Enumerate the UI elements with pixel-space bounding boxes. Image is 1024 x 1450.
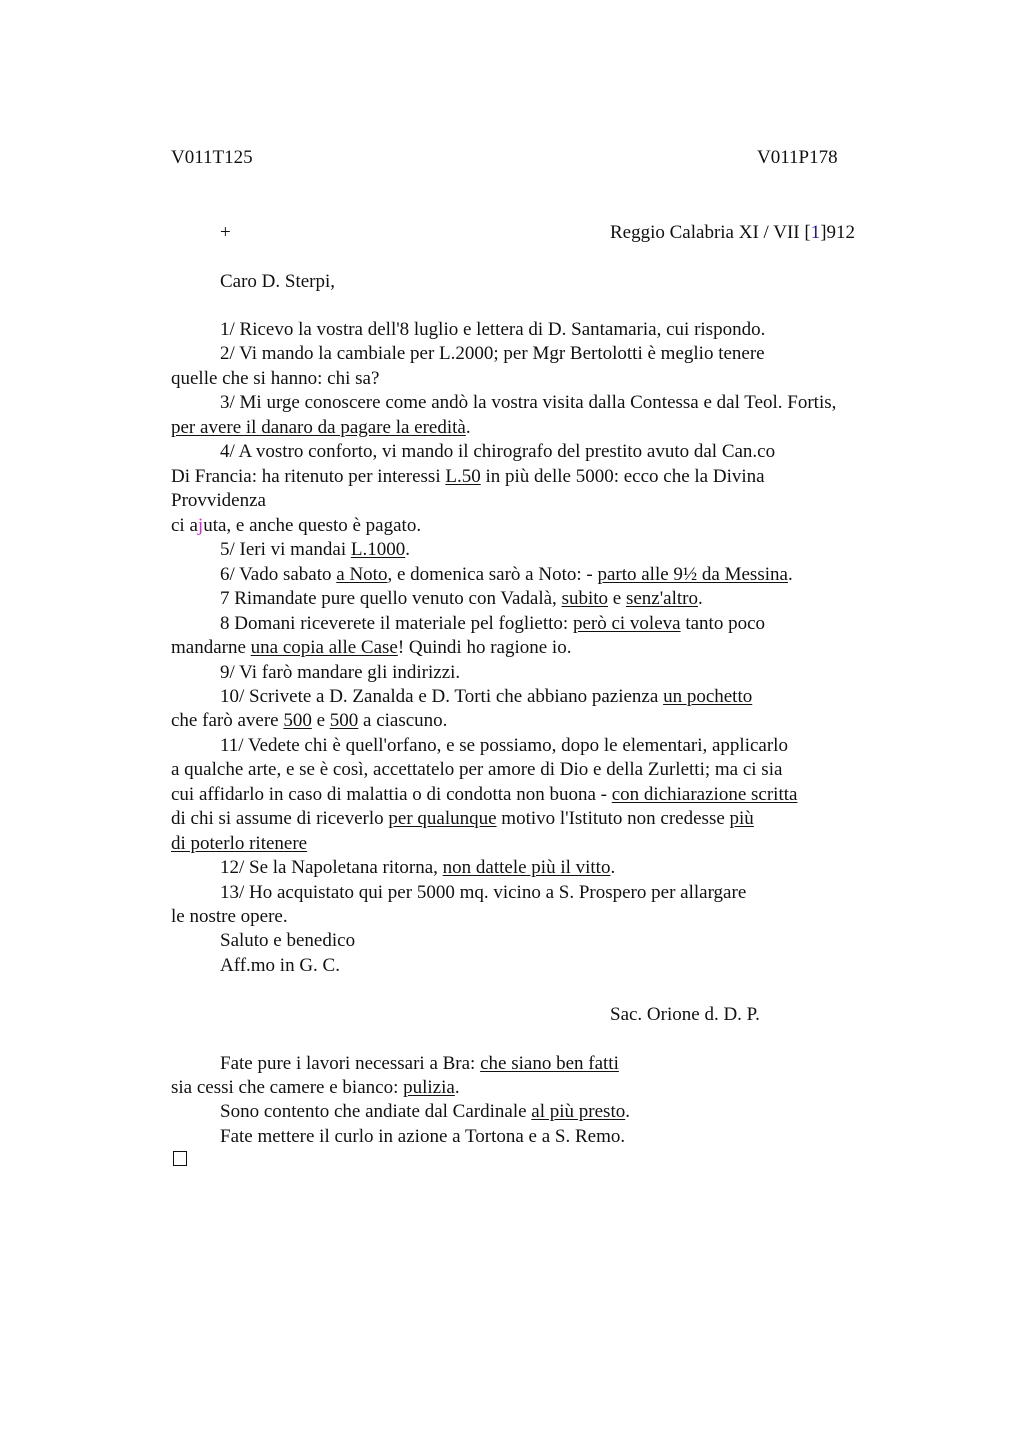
body-line: 1/ Ricevo la vostra dell'8 luglio e lettera di D. Santamaria, cui rispondo.	[220, 319, 766, 340]
postscript-line	[220, 1052, 619, 1076]
text-span: e	[608, 588, 626, 609]
underlined-text: di poterlo ritenere	[171, 833, 308, 854]
document-code-left: V011T125	[171, 147, 253, 168]
body-line	[220, 587, 703, 611]
body-line	[171, 465, 765, 489]
body-line: Provvidenza	[171, 490, 266, 511]
place-date	[610, 221, 855, 245]
body-line: 3/ Mi urge conoscere come andò la vostra visita dalla Contessa e dal Teol. Fortis,	[220, 392, 837, 413]
body-line: a qualche arte, e se è così, accettatelo per amore di Dio e della Zurletti; ma ci sia	[171, 759, 783, 780]
body-line	[220, 685, 752, 709]
place-date-prefix: Reggio Calabria XI / VII [	[610, 222, 811, 243]
text-span: .	[625, 1101, 630, 1122]
underlined-text: L.1000	[350, 539, 406, 560]
underlined-text: per qualunque	[388, 808, 497, 829]
text-span: 6/ Vado sabato	[220, 564, 337, 585]
body-line: quelle che si hanno: chi sa?	[171, 368, 380, 389]
underlined-text: subito	[561, 588, 609, 609]
underlined-text: senz'altro	[625, 588, 698, 609]
body-line	[220, 612, 765, 636]
body-line	[220, 563, 793, 587]
underlined-text: pulizia	[403, 1077, 455, 1098]
text-span: che farò avere	[171, 710, 284, 731]
closing-line: Saluto e benedico	[220, 930, 356, 951]
text-span: uta, e anche questo è pagato.	[203, 515, 422, 536]
body-line	[171, 416, 471, 440]
body-line: 11/ Vedete chi è quell'orfano, e se possiamo, dopo le elementari, applicarlo	[220, 735, 788, 756]
text-span: .	[465, 417, 471, 438]
body-line	[171, 636, 571, 660]
underlined-text: con dichiarazione scritta	[611, 784, 798, 805]
text-span: .	[697, 588, 703, 609]
body-line: 2/ Vi mando la cambiale per L.2000; per Mgr Bertolotti è meglio tenere	[220, 343, 765, 364]
text-span: Fate pure i lavori necessari a Bra:	[220, 1053, 481, 1074]
signature: Sac. Orione d. D. P.	[610, 1004, 760, 1025]
text-span: in più delle 5000: ecco che la Divina	[480, 466, 765, 487]
underlined-text: parto alle 9½ da Messina	[597, 564, 788, 585]
text-span: .	[787, 564, 793, 585]
text-span: ci a	[171, 515, 198, 536]
text-span: Di Francia: ha ritenuto per interessi	[171, 466, 446, 487]
text-span: motivo l'Istituto non credesse	[496, 808, 730, 829]
text-span: a ciascuno.	[358, 710, 448, 731]
underlined-text: più	[729, 808, 754, 829]
underlined-text: però ci voleva	[572, 613, 681, 634]
text-span: ! Quindi ho ragione io.	[397, 637, 572, 658]
text-span: .	[405, 539, 410, 560]
body-line: le nostre opere.	[171, 906, 288, 927]
body-line: 13/ Ho acquistato qui per 5000 mq. vicino a S. Prospero per allargare	[220, 882, 747, 903]
document-code-right: V011P178	[757, 147, 838, 168]
text-span: e	[311, 710, 330, 731]
underlined-text: 500	[283, 710, 312, 731]
text-span: 10/ Scrivete a D. Zanalda e D. Torti che abbiano pazienza	[220, 686, 664, 707]
text-span: 8 Domani riceverete il materiale pel foglietto:	[220, 613, 573, 634]
underlined-text: L.50	[445, 466, 481, 487]
underlined-text: una copia alle Case	[250, 637, 398, 658]
end-mark-box-icon	[173, 1151, 187, 1166]
text-span: tanto poco	[680, 613, 766, 634]
text-span: Sono contento che andiate dal Cardinale	[220, 1101, 532, 1122]
text-span: 7 Rimandate pure quello venuto con Vadalà,	[220, 588, 562, 609]
text-span: 5/ Ieri vi mandai	[220, 539, 351, 560]
place-date-suffix: ]912	[820, 222, 856, 243]
closing-line: Aff.mo in G. C.	[220, 955, 340, 976]
text-span: , e domenica sarò a Noto: -	[387, 564, 598, 585]
text-span: sia cessi che camere e bianco:	[171, 1077, 404, 1098]
body-line	[171, 832, 307, 856]
cross-mark: +	[220, 222, 231, 243]
postscript-line	[171, 1076, 460, 1100]
underlined-text: per avere il danaro da pagare la eredità	[171, 417, 466, 438]
text-span: .	[454, 1077, 460, 1098]
body-line: 9/ Vi farò mandare gli indirizzi.	[220, 662, 461, 683]
underlined-text: non dattele più il vitto	[442, 857, 611, 878]
body-line	[220, 538, 410, 562]
salutation: Caro D. Sterpi,	[220, 271, 336, 292]
text-span: 12/ Se la Napoletana ritorna,	[220, 857, 443, 878]
underlined-text: 500	[329, 710, 359, 731]
body-line	[171, 807, 754, 831]
place-date-bracket-digit: 1	[810, 222, 821, 243]
postscript-line	[220, 1100, 630, 1124]
body-line: 4/ A vostro conforto, vi mando il chirografo del prestito avuto dal Can.co	[220, 441, 776, 462]
underlined-text: a Noto	[336, 564, 388, 585]
body-line	[171, 514, 421, 538]
underlined-text: al più presto	[531, 1101, 626, 1122]
postscript-line: Fate mettere il curlo in azione a Tortona e a S. Remo.	[220, 1126, 626, 1147]
text-span: cui affidarlo in caso di malattia o di condotta non buona -	[171, 784, 612, 805]
underlined-text: un pochetto	[663, 686, 753, 707]
text-span: mandarne	[171, 637, 251, 658]
highlighted-letter: j	[197, 515, 204, 536]
body-line	[220, 856, 615, 880]
text-span: .	[610, 857, 616, 878]
underlined-text: che siano ben fatti	[480, 1053, 619, 1074]
text-span: di chi si assume di riceverlo	[171, 808, 389, 829]
body-line	[171, 709, 447, 733]
body-line	[171, 783, 797, 807]
